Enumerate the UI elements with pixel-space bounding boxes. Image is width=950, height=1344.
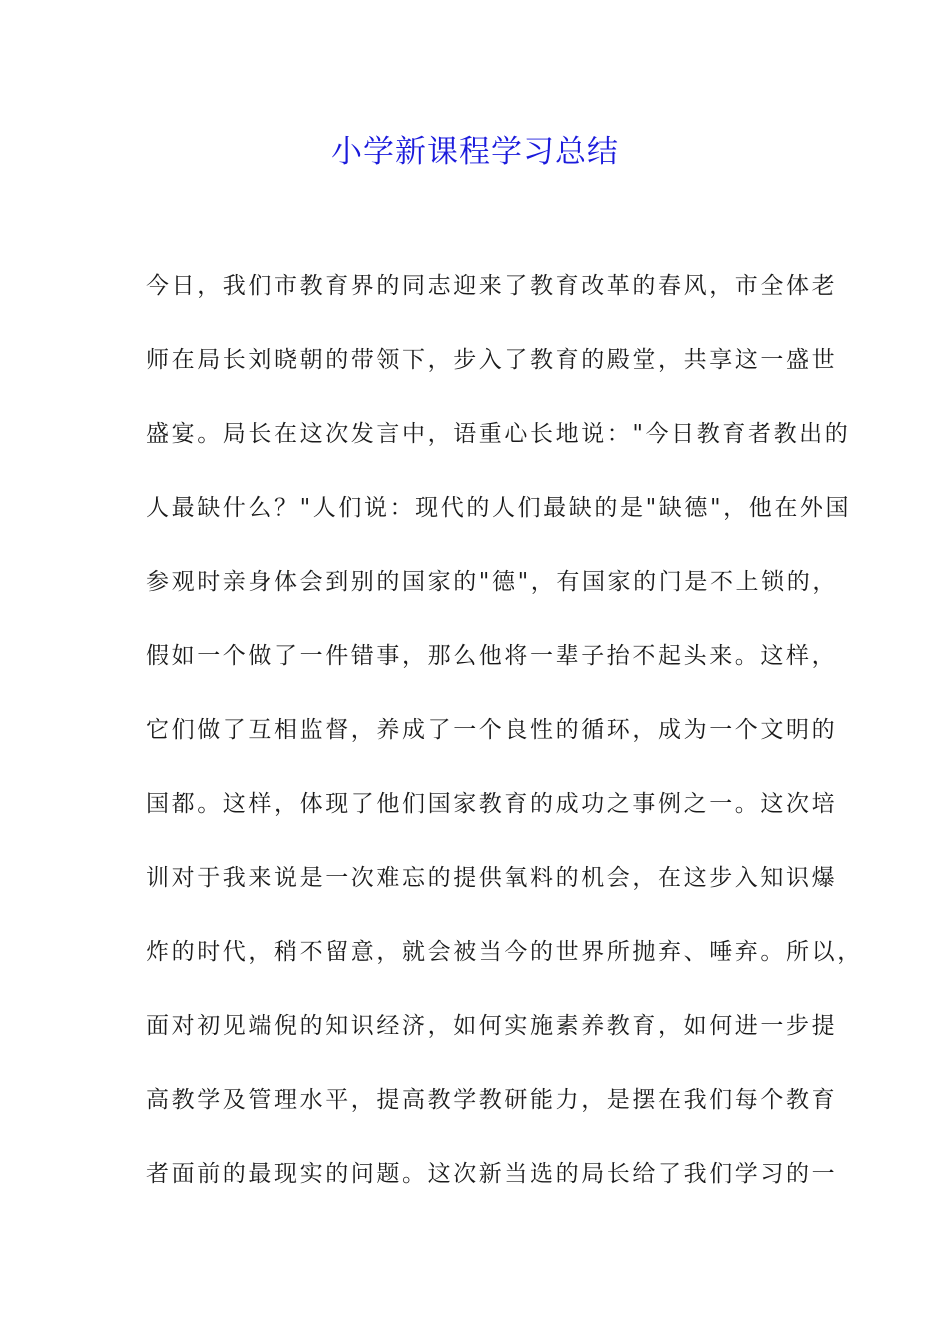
- body-line: 面对初见端倪的知识经济，如何实施素养教育，如何进一步提: [146, 1013, 838, 1039]
- body-line: 参观时亲身体会到别的国家的"德"，有国家的门是不上锁的，: [146, 569, 838, 595]
- body-line: 高教学及管理水平，提高教学教研能力，是摆在我们每个教育: [146, 1087, 838, 1113]
- body-line: 炸的时代，稍不留意，就会被当今的世界所抛弃、唾弃。所以，: [146, 939, 863, 965]
- body-line: 人最缺什么？"人们说：现代的人们最缺的是"缺德"，他在外国: [146, 495, 852, 521]
- body-line: 训对于我来说是一次难忘的提供氧料的机会，在这步入知识爆: [146, 865, 838, 891]
- body-line: 今日，我们市教育界的同志迎来了教育改革的春风，市全体老: [146, 273, 838, 299]
- body-line: 假如一个做了一件错事，那么他将一辈子抬不起头来。这样，: [146, 643, 838, 669]
- body-line: 师在局长刘晓朝的带领下，步入了教育的殿堂，共享这一盛世: [146, 347, 838, 373]
- body-line: 盛宴。局长在这次发言中，语重心长地说："今日教育者教出的: [146, 421, 851, 447]
- body-line: 国都。这样，体现了他们国家教育的成功之事例之一。这次培: [146, 791, 838, 817]
- body-line: 它们做了互相监督，养成了一个良性的循环，成为一个文明的: [146, 717, 838, 743]
- body-line: 者面前的最现实的问题。这次新当选的局长给了我们学习的一: [146, 1161, 838, 1187]
- document-body: [146, 262, 863, 1224]
- document-title: 小学新课程学习总结: [331, 134, 619, 170]
